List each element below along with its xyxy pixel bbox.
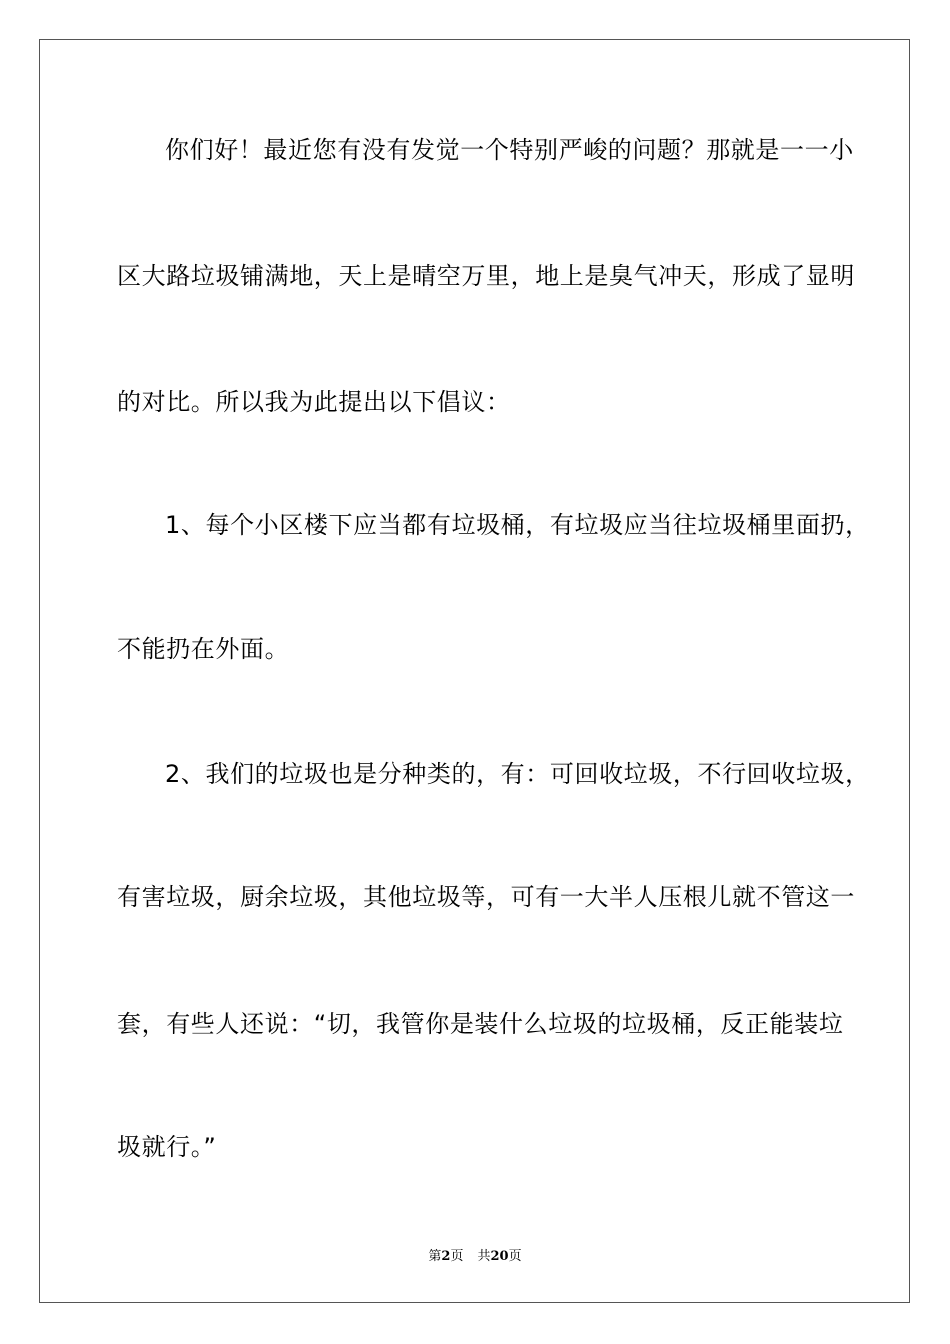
page-border	[39, 39, 910, 1303]
paragraph-2-line-2: 不能扔在外面。	[117, 635, 290, 663]
page-footer	[0, 1248, 950, 1266]
page-prefix: 第	[428, 1249, 442, 1264]
page-suffix: 页	[450, 1249, 464, 1264]
paragraph-3-line-2: 有害垃圾，厨余垃圾，其他垃圾等，可有一大半人压根儿就不管这一	[117, 883, 855, 911]
paragraph-1-line-2: 区大路垃圾铺满地，天上是晴空万里，地上是臭气冲天，形成了显明	[117, 262, 855, 290]
paragraph-1-line-1: 你们好！最近您有没有发觉一个特别严峻的问题？那就是一一小	[165, 136, 854, 164]
page-number: 2	[441, 1249, 451, 1264]
total-suffix: 页	[508, 1249, 522, 1264]
paragraph-1-line-3: 的对比。所以我为此提出以下倡议：	[117, 388, 511, 416]
paragraph-3-line-3: 套，有些人还说：“切，我管你是装什么垃圾的垃圾桶，反正能装垃	[117, 1010, 844, 1038]
paragraph-3-line-1: 2、我们的垃圾也是分种类的，有：可回收垃圾，不行回收垃圾，	[165, 760, 870, 788]
total-pages: 20	[490, 1249, 509, 1264]
paragraph-3-line-4: 圾就行。”	[117, 1133, 217, 1161]
paragraph-2-line-1: 1、每个小区楼下应当都有垃圾桶，有垃圾应当往垃圾桶里面扔，	[165, 511, 870, 539]
total-prefix: 共	[477, 1249, 491, 1264]
